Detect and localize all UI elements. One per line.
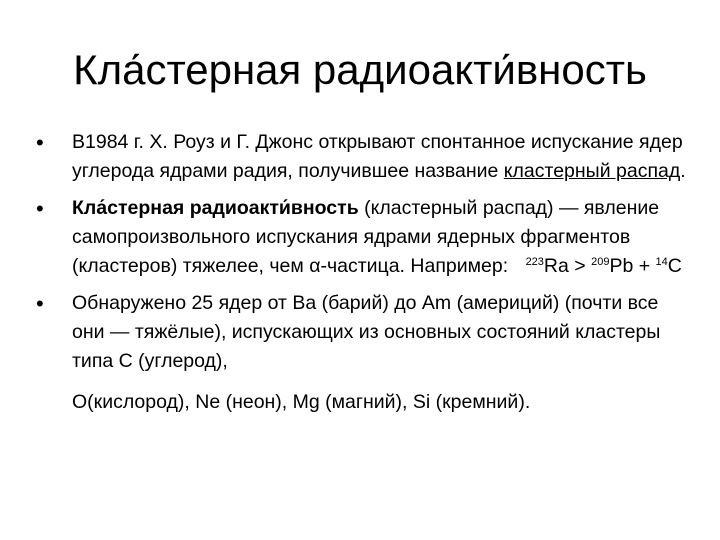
cluster-decay-link[interactable]: кластерный распад: [503, 160, 681, 182]
bullet-2-text: (кластерный распад) — явление самопроизвольного испускания ядрами ядерных фрагментов (кластеров) тяжелее, чем α-частица. Например:: [72, 197, 660, 277]
ra-mass-number: 223: [525, 256, 544, 268]
bullet-item-2: [36, 194, 686, 281]
c-mass-number: 14: [655, 256, 668, 268]
equation-operator-1: >: [568, 255, 592, 277]
bullet-1-tail: .: [680, 160, 686, 182]
equation-operator-2: +: [633, 255, 656, 277]
bullet-1-text: В1984 г. Х. Роуз и Г. Джонс открывают спонтанное испускание ядер углерода ядрами радия, получившее название: [72, 131, 683, 182]
decay-equation: [526, 255, 682, 277]
bullet-3-continuation: О(кислород), Ne (неон), Mg (магний), Si (кремний).: [72, 391, 531, 413]
pb-symbol: Pb: [609, 255, 634, 277]
bullet-item-3: [36, 289, 686, 417]
bullet-icon: •: [36, 130, 44, 155]
bullet-list: [36, 128, 686, 425]
slide-title: Кла́стерная радиоакти́вность: [73, 46, 647, 93]
bullet-2-term: Кла́стерная радиоакти́вность: [72, 197, 359, 219]
pb-mass-number: 209: [591, 256, 610, 268]
c-symbol: C: [667, 255, 682, 277]
ra-symbol: Ra: [543, 255, 569, 277]
bullet-icon: •: [36, 196, 44, 221]
bullet-3-text: Обнаружено 25 ядер от Ва (барий) до Am (америций) (почти все они — тяжёлые), испускающих из основных состояний кластеры типа С (углерод),: [72, 292, 661, 372]
bullet-item-1: [36, 128, 686, 186]
bullet-icon: •: [36, 291, 44, 316]
